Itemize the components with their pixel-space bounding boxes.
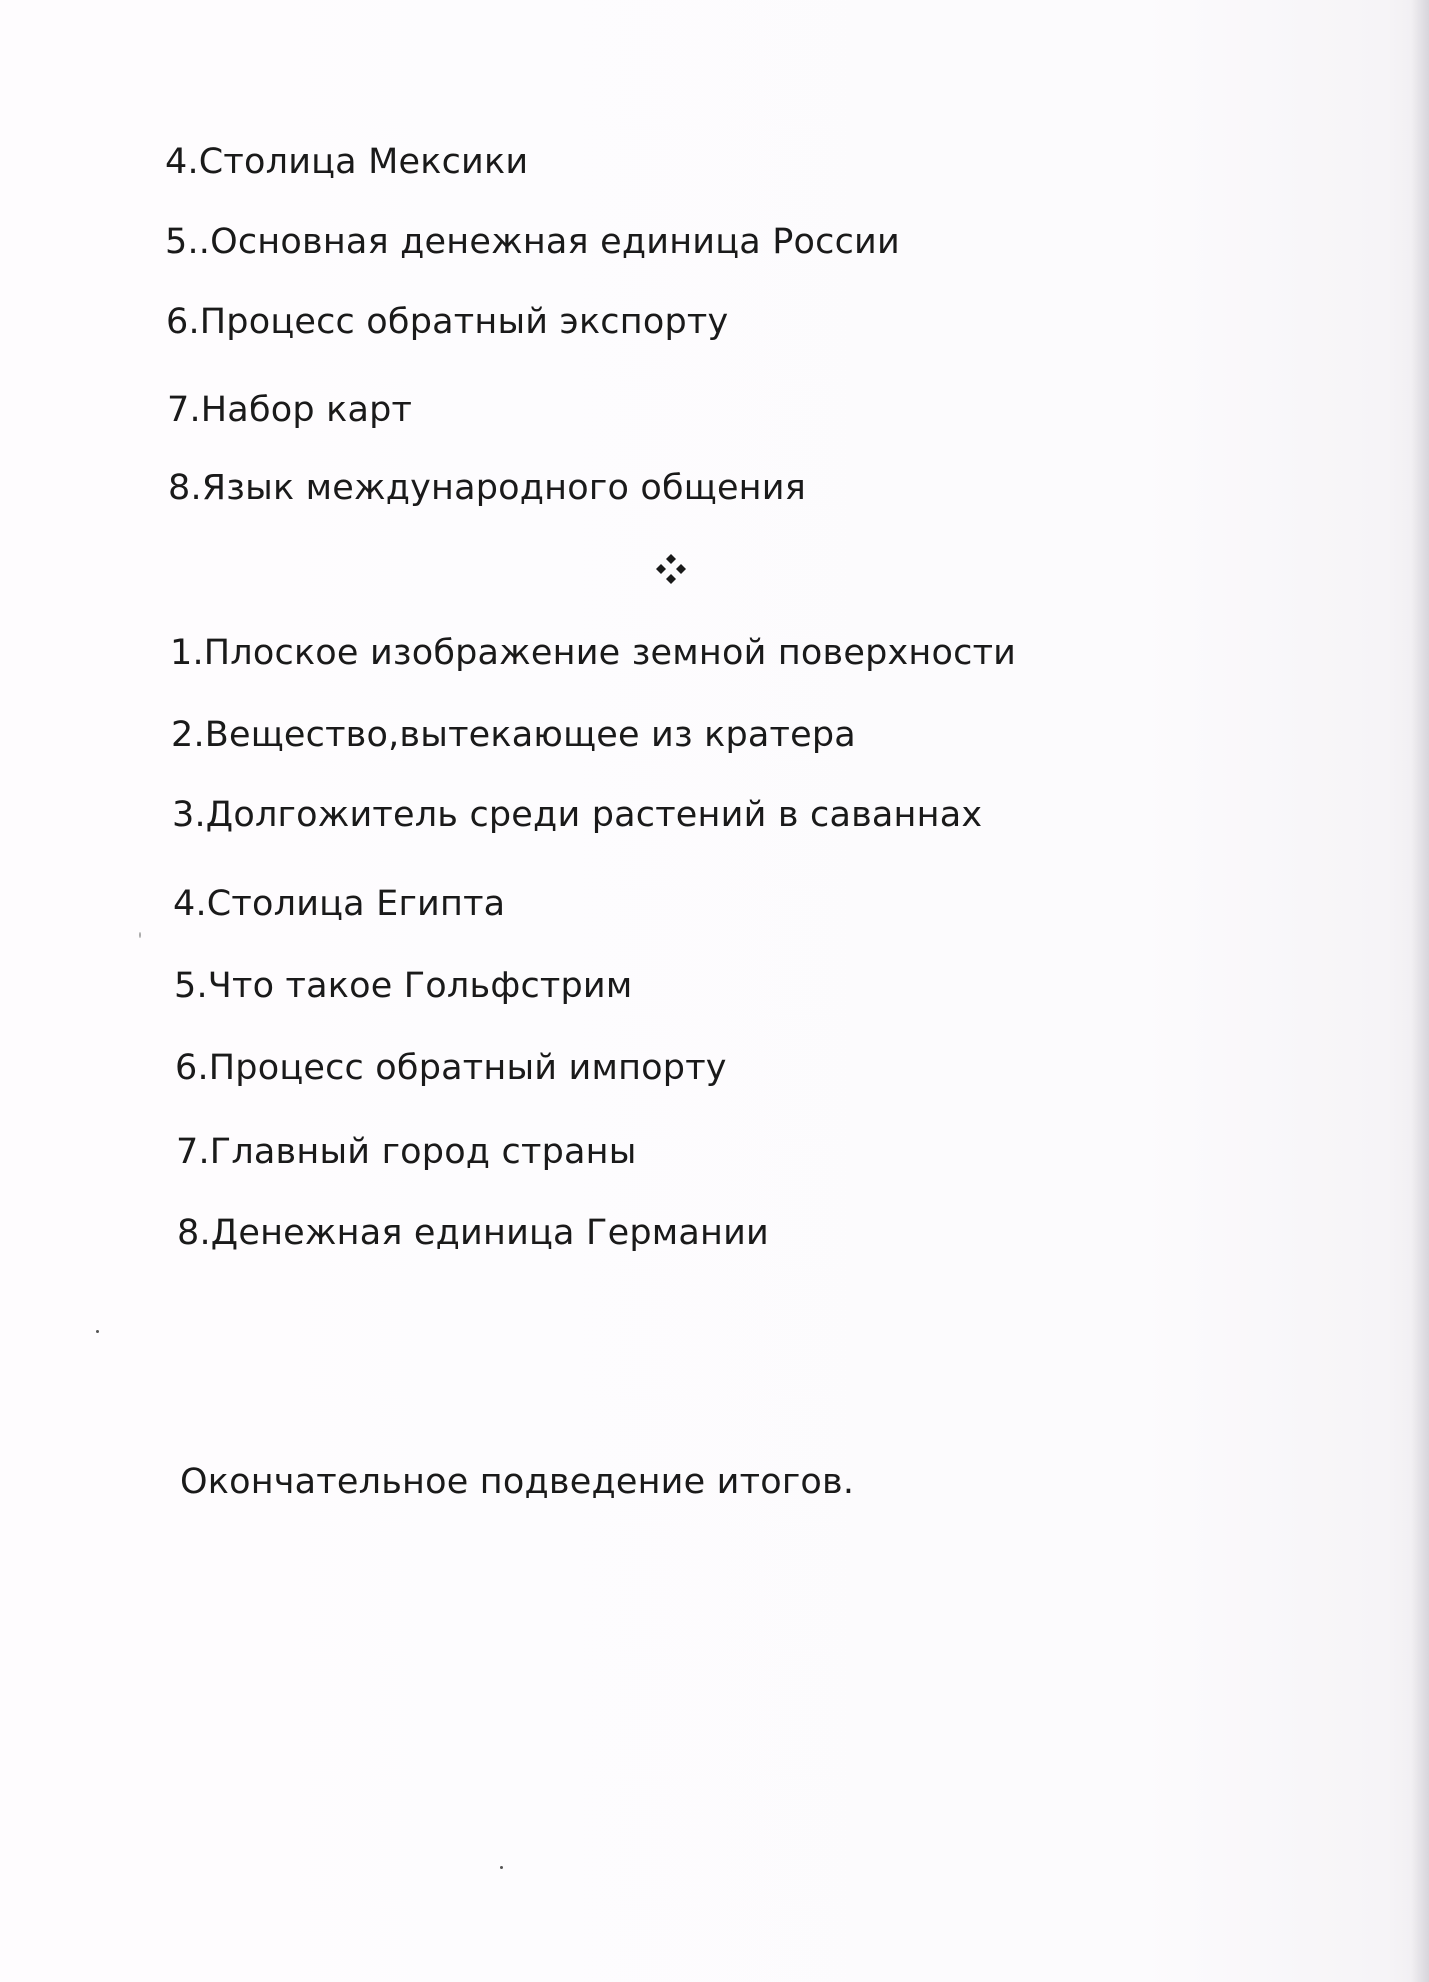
question-line: 4.Столица Мексики <box>165 142 529 182</box>
question-line: 8.Денежная единица Германии <box>177 1213 769 1253</box>
question-line: 7.Набор карт <box>167 390 413 430</box>
question-line: 1.Плоское изображение земной поверхности <box>170 633 1017 673</box>
scan-speck <box>139 932 141 938</box>
question-line: 4.Столица Египта <box>173 884 506 924</box>
question-line: 6.Процесс обратный импорту <box>175 1048 727 1088</box>
question-line: 6.Процесс обратный экспорту <box>166 302 729 342</box>
scan-speck <box>96 1330 99 1333</box>
question-line: 7.Главный город страны <box>176 1132 637 1172</box>
question-line: 3.Долгожитель среди растений в саваннах <box>172 795 983 835</box>
question-line: 5.Что такое Гольфстрим <box>174 966 633 1006</box>
question-line: 5..Основная денежная единица России <box>165 222 900 262</box>
four-diamond-ornament-icon <box>654 552 688 586</box>
scan-speck <box>500 1866 503 1869</box>
question-line: 8.Язык международного общения <box>168 468 806 508</box>
closing-line: Окончательное подведение итогов. <box>180 1462 855 1502</box>
page-edge-shadow <box>1411 0 1429 1982</box>
question-line: 2.Вещество,вытекающее из кратера <box>171 715 856 755</box>
